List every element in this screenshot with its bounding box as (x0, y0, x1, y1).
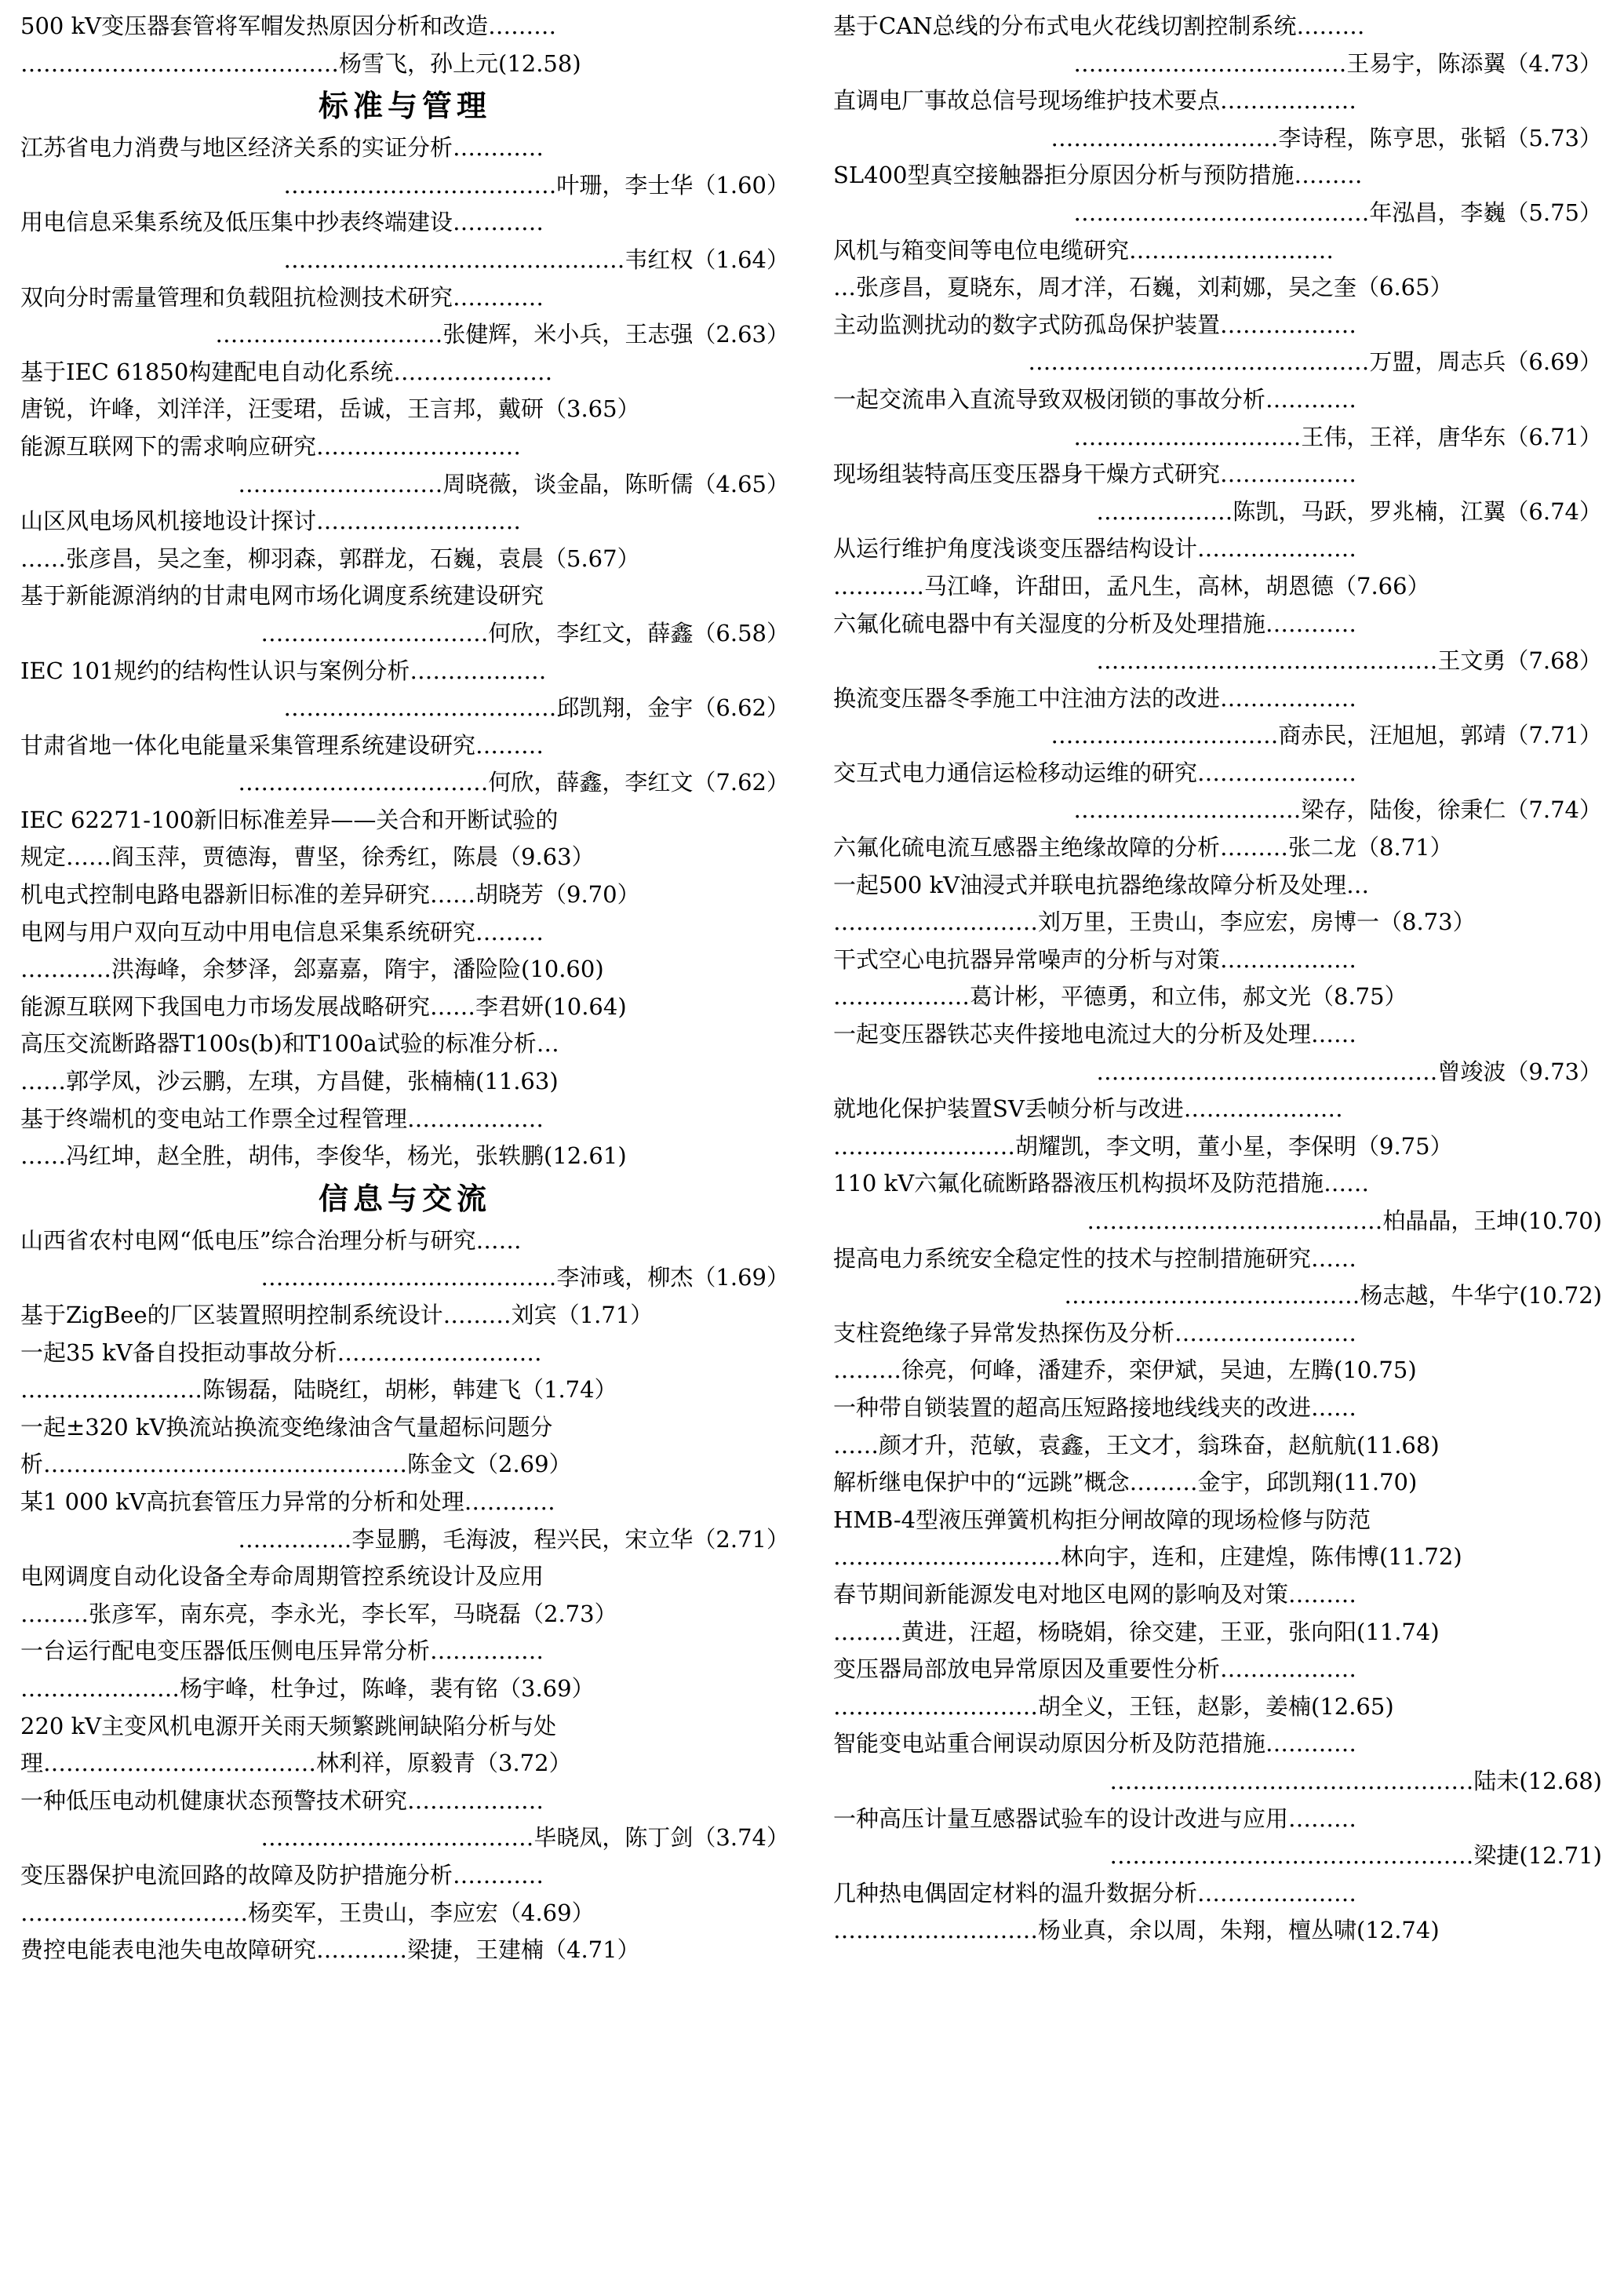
toc-entry-line: 解析继电保护中的“远跳”概念………金宇，邱凯翔(11.70) (833, 1469, 1418, 1496)
toc-entry-line: SL400型真空接触器拒分原因分析与预防措施……… (833, 162, 1363, 189)
toc-entry[interactable] (833, 381, 1602, 456)
toc-entry-line: …………………………杨奕军，王贵山，李应宏（4.69） (20, 1899, 595, 1926)
toc-entry-line: ………………陈凯，马跃，罗兆楠，江翼（6.74） (1096, 497, 1602, 525)
toc-entry-line: ……………李显鹏，毛海波，程兴民，宋立华（2.71） (238, 1525, 789, 1553)
toc-entry[interactable] (833, 1389, 1602, 1464)
toc-entry-line: 用电信息采集系统及低压集中抄表终端建设………… (20, 209, 544, 236)
toc-entry-line: 交互式电力通信运检移动运维的研究………………… (833, 759, 1357, 786)
toc-entry-line: 从运行维护角度浅谈变压器结构设计………………… (833, 535, 1357, 563)
toc-entry[interactable] (20, 1222, 789, 1297)
section-heading: 标准与管理 (318, 88, 491, 124)
toc-entry[interactable] (20, 279, 789, 354)
toc-entry-line: 就地化保护装置SV丢帧分析与改进………………… (833, 1095, 1343, 1123)
toc-entry-line: ……………………………何欣，薛鑫，李红文（7.62） (238, 769, 789, 796)
toc-entry-line: ………………………周晓薇，谈金晶，陈昕儒（4.65） (238, 470, 789, 497)
toc-column-left (20, 8, 789, 2261)
toc-entry-line: 一台运行配电变压器低压侧电压异常分析…………… (20, 1637, 544, 1665)
toc-entry-line: ……颜才升，范敏，袁鑫，王文才，翁珠奋，赵航航(11.68) (833, 1431, 1440, 1459)
toc-entry-line: HMB-4型液压弹簧机构拒分闸故障的现场检修与防范 (833, 1506, 1371, 1533)
toc-entry[interactable] (20, 653, 789, 727)
toc-entry[interactable] (20, 428, 789, 503)
toc-entry[interactable] (20, 1484, 789, 1558)
toc-entry-line: 一种带自锁装置的超高压短路接地线线夹的改进…… (833, 1393, 1357, 1421)
toc-entry-line: …………………………王伟，王祥，唐华东（6.71） (1073, 423, 1602, 450)
toc-entry-line: 一起±320 kV换流站换流变绝缘油含气量超标问题分 (20, 1413, 553, 1440)
toc-entry-line: …………………杨宇峰，杜争过，陈峰，裴有铭（3.69） (20, 1674, 595, 1702)
toc-entry[interactable] (833, 307, 1602, 381)
toc-entry[interactable] (20, 1932, 789, 1969)
toc-entry-line: ………………葛计彬，平德勇，和立伟，郝文光（8.75） (833, 983, 1407, 1011)
toc-entry-line: ………………………………邱凯翔，金宇（6.62） (283, 694, 789, 722)
toc-entry-line: 山西省农村电网“低电压”综合治理分析与研究…… (20, 1226, 522, 1254)
toc-entry-line: 基于CAN总线的分布式电火花线切割控制系统……… (833, 13, 1365, 39)
toc-entry[interactable] (20, 1558, 789, 1633)
toc-entry[interactable] (20, 1783, 789, 1857)
toc-entry[interactable] (833, 680, 1602, 755)
toc-entry-line: ……郭学凤，沙云鹏，左琪，方昌健，张楠楠(11.63) (20, 1068, 559, 1095)
toc-entry[interactable] (833, 1801, 1602, 1875)
toc-entry-line: 能源互联网下我国电力市场发展战略研究……李君妍(10.64) (20, 992, 627, 1020)
toc-entry-line: IEC 62271-100新旧标准差异——关合和开断试验的 (20, 806, 559, 833)
toc-entry-line: 甘肃省地一体化电能量采集管理系统建设研究……… (20, 731, 544, 759)
toc-entry[interactable] (833, 1502, 1602, 1576)
toc-entry-line: 唐锐，许峰，刘洋洋，汪雯珺，岳诚，王言邦，戴研（3.65） (20, 395, 640, 423)
toc-entry-line: 几种热电偶固定材料的温升数据分析………………… (833, 1879, 1357, 1907)
toc-entry-line: 费控电能表电池失电故障研究…………梁捷，王建楠（4.71） (20, 1936, 640, 1964)
toc-entry-line: ……冯红坤，赵全胜，胡伟，李俊华，杨光，张轶鹏(12.61) (20, 1142, 627, 1170)
toc-entry-line: 直调电厂事故总信号现场维护技术要点……………… (833, 87, 1357, 115)
toc-entry-line: 一种高压计量互感器试验车的设计改进与应用……… (833, 1805, 1357, 1832)
toc-entry-line: 220 kV主变风机电源开关雨天频繁跳闸缺陷分析与处 (20, 1712, 557, 1739)
toc-entry-line: …张彦昌，夏晓东，周才洋，石巍，刘莉娜，吴之奎（6.65） (833, 274, 1453, 301)
toc-entry[interactable] (20, 1335, 789, 1409)
toc-entry-line: 提高电力系统安全稳定性的技术与控制措施研究…… (833, 1244, 1357, 1272)
toc-entry-line: ………徐亮，何峰，潘建乔，栾伊斌，吴迪，左腾(10.75) (833, 1357, 1417, 1384)
toc-entry[interactable] (20, 503, 789, 577)
toc-entry-line: 电网调度自动化设备全寿命周期管控系统设计及应用 (20, 1563, 544, 1590)
toc-entry-line: 一种低压电动机健康状态预警技术研究……………… (20, 1786, 544, 1814)
toc-entry[interactable] (20, 1025, 789, 1100)
toc-entry[interactable] (833, 1651, 1602, 1725)
toc-entry-line: 山区风电场风机接地设计探讨……………………… (20, 508, 522, 535)
toc-entry[interactable] (833, 1875, 1602, 1950)
toc-entry[interactable] (20, 876, 789, 914)
toc-entry-line: ……张彦昌，吴之奎，柳羽森，郭群龙，石巍，袁晨（5.67） (20, 544, 640, 572)
toc-entry-line: 换流变压器冬季施工中注油方法的改进……………… (833, 684, 1357, 712)
toc-entry[interactable] (833, 232, 1602, 307)
toc-entry[interactable] (833, 1315, 1602, 1389)
toc-entry[interactable] (20, 129, 789, 204)
toc-entry-line: 能源互联网下的需求响应研究……………………… (20, 432, 522, 460)
toc-entry-line: …………马江峰，许甜田，孟凡生，高林，胡恩德（7.66） (833, 572, 1430, 599)
toc-entry[interactable] (833, 829, 1602, 867)
toc-entry-line: ……………………胡耀凯，李文明，董小星，李保明（9.75） (833, 1132, 1453, 1160)
toc-entry[interactable] (833, 1091, 1602, 1165)
toc-entry-line: 江苏省电力消费与地区经济关系的实证分析………… (20, 134, 544, 162)
toc-entry[interactable] (20, 1708, 789, 1783)
toc-entry[interactable] (833, 530, 1602, 605)
toc-entry-line: ………张彦军，南东亮，李永光，李长军，马晓磊（2.73） (20, 1600, 617, 1627)
toc-entry[interactable] (20, 989, 789, 1026)
toc-entry-line: …………………………商赤民，汪旭旭，郭靖（7.71） (1051, 722, 1602, 749)
toc-entry[interactable] (20, 727, 789, 802)
toc-entry-line: 500 kV变压器套管将军帽发热原因分析和改造……… (20, 13, 557, 39)
toc-entry-line: 一起变压器铁芯夹件接地电流过大的分析及处理…… (833, 1021, 1357, 1048)
toc-entry-line: 110 kV六氟化硫断路器液压机构损坏及防范措施…… (833, 1170, 1370, 1197)
toc-entry-line: ………………………………叶珊，李士华（1.60） (283, 171, 789, 198)
toc-entry-line: …………………………李诗程，陈亨思，张韬（5.73） (1051, 124, 1602, 151)
toc-entry-line: ………………………胡全义，王钰，赵影，姜楠(12.65) (833, 1692, 1394, 1720)
section-heading: 信息与交流 (318, 1180, 491, 1216)
toc-entry-line: 高压交流断路器T100s(b)和T100a试验的标准分析… (20, 1030, 559, 1058)
toc-entry-line: 电网与用户双向互动中用电信息采集系统研究……… (20, 918, 544, 945)
toc-entry[interactable] (833, 1016, 1602, 1091)
toc-entry-line: …………………………梁存，陆俊，徐秉仁（7.74） (1073, 796, 1602, 824)
toc-entry[interactable] (833, 755, 1602, 829)
toc-entry[interactable] (833, 1165, 1602, 1240)
toc-entry[interactable] (20, 1409, 789, 1484)
toc-entry[interactable] (833, 1576, 1602, 1651)
toc-entry[interactable] (20, 1633, 789, 1707)
toc-entry-line: ………………………………………韦红权（1.64） (283, 246, 789, 273)
toc-entry[interactable] (20, 204, 789, 279)
toc-entry-line: 变压器保护电流回路的故障及防护措施分析………… (20, 1861, 544, 1888)
toc-entry[interactable] (20, 1101, 789, 1175)
toc-entry-line: 六氟化硫电器中有关湿度的分析及处理措施………… (833, 610, 1357, 637)
toc-entry-line: 六氟化硫电流互感器主绝缘故障的分析………张二龙（8.71） (833, 834, 1453, 861)
toc-entry-line: 基于IEC 61850构建配电自动化系统………………… (20, 358, 553, 385)
toc-entry[interactable] (20, 914, 789, 989)
toc-entry[interactable] (833, 82, 1602, 157)
toc-entry-line: 析…………………………………………陈金文（2.69） (20, 1451, 572, 1478)
toc-entry[interactable] (833, 1464, 1602, 1502)
toc-entry-line: 春节期间新能源发电对地区电网的影响及对策……… (833, 1580, 1357, 1608)
toc-entry-line: ………………………………王易宇，陈添翼（4.73） (1073, 49, 1602, 77)
toc-entry-line: …………………………………杨志越，牛华宁(10.72) (1064, 1282, 1602, 1309)
toc-entry[interactable] (20, 577, 789, 652)
toc-column-right (833, 8, 1602, 2261)
toc-entry-line: 基于新能源消纳的甘肃电网市场化调度系统建设研究 (20, 582, 544, 610)
toc-entry[interactable] (833, 941, 1602, 1016)
toc-entry-line: …………………………………………陆未(12.68) (1109, 1767, 1602, 1794)
toc-entry-line: ………………………………毕晓凤，陈丁剑（3.74） (260, 1824, 789, 1852)
toc-entry[interactable] (20, 1297, 789, 1335)
toc-entry-line: ………………………刘万里，王贵山，李应宏，房博一（8.73） (833, 909, 1476, 936)
toc-entry-line: ………………………杨业真，余以周，朱翔，檀丛啸(12.74) (833, 1917, 1440, 1944)
toc-entry-line: …………………………林向宇，连和，庄建煌，陈伟博(11.72) (833, 1543, 1462, 1571)
toc-entry[interactable] (833, 867, 1602, 941)
toc-entry-line: 基于ZigBee的厂区装置照明控制系统设计………刘宾（1.71） (20, 1302, 654, 1328)
toc-entry-line: …………………………………年泓昌，李巍（5.75） (1073, 198, 1602, 226)
toc-entry-line: ………黄进，汪超，杨晓娟，徐交建，王亚，张向阳(11.74) (833, 1618, 1440, 1645)
toc-entry-line: …………………………张健辉，米小兵，王志强（2.63） (215, 321, 789, 348)
toc-entry-line: …………洪海峰，余梦泽，郐嘉嘉，隋宇，潘险险(10.60) (20, 956, 604, 983)
toc-entry-line: …………………………………柏晶晶，王坤(10.70) (1087, 1207, 1602, 1234)
toc-entry-line: 规定……阎玉萍，贾德海，曹坚，徐秀红，陈晨（9.63） (20, 843, 595, 871)
toc-entry-line: 某1 000 kV高抗套管压力异常的分析和处理………… (20, 1488, 555, 1515)
toc-entry-line: 理………………………………林利祥，原毅青（3.72） (20, 1750, 572, 1777)
toc-entry[interactable] (20, 8, 789, 82)
toc-entry-line: …………………………何欣，李红文，薛鑫（6.58） (260, 619, 789, 646)
toc-entry[interactable] (833, 157, 1602, 231)
toc-entry[interactable] (833, 456, 1602, 530)
toc-entry[interactable] (833, 8, 1602, 82)
toc-entry-line: 机电式控制电路电器新旧标准的差异研究……胡晓芳（9.70） (20, 881, 640, 909)
toc-entry[interactable] (20, 354, 789, 428)
toc-entry-line: …………………………………李沛彧，柳杰（1.69） (260, 1264, 789, 1291)
toc-entry-line: 智能变电站重合闸误动原因分析及防范措施………… (833, 1730, 1357, 1757)
toc-entry-line: 现场组装特高压变压器身干燥方式研究……………… (833, 461, 1357, 488)
toc-entry-line: 支柱瓷绝缘子异常发热探伤及分析…………………… (833, 1319, 1357, 1346)
toc-entry-line: IEC 101规约的结构性认识与案例分析……………… (20, 657, 547, 684)
toc-entry-line: ………………………………………曾竣波（9.73） (1096, 1058, 1602, 1085)
toc-entry-line: ………………………………………王文勇（7.68） (1096, 647, 1602, 675)
toc-entry-line: 一起交流串入直流导致双极闭锁的事故分析………… (833, 385, 1357, 413)
toc-entry-line: 一起500 kV油浸式并联电抗器绝缘故障分析及处理… (833, 871, 1370, 898)
toc-entry-line: ………………………………………万盟，周志兵（6.69） (1028, 348, 1602, 376)
toc-entry-line: 主动监测扰动的数字式防孤岛保护装置……………… (833, 311, 1357, 338)
toc-entry[interactable] (20, 802, 789, 876)
toc-entry-line: 双向分时需量管理和负载阻抗检测技术研究………… (20, 283, 544, 311)
toc-entry[interactable] (833, 1240, 1602, 1315)
toc-entry-line: ……………………陈锡磊，陆晓红，胡彬，韩建飞（1.74） (20, 1376, 617, 1404)
toc-entry-line: ……………………………………杨雪飞，孙上元(12.58) (20, 49, 581, 77)
toc-entry[interactable] (833, 606, 1602, 680)
toc-entry-line: 一起35 kV备自投拒动事故分析……………………… (20, 1338, 542, 1366)
toc-entry-line: 风机与箱变间等电位电缆研究……………………… (833, 236, 1335, 264)
toc-entry[interactable] (833, 1725, 1602, 1800)
toc-entry-line: 变压器局部放电异常原因及重要性分析……………… (833, 1655, 1357, 1683)
toc-entry-line: 干式空心电抗器异常噪声的分析与对策……………… (833, 945, 1357, 973)
toc-entry-line: 基于终端机的变电站工作票全过程管理……………… (20, 1105, 544, 1132)
toc-entry-line: …………………………………………梁捷(12.71) (1109, 1842, 1602, 1870)
toc-entry[interactable] (20, 1857, 789, 1932)
